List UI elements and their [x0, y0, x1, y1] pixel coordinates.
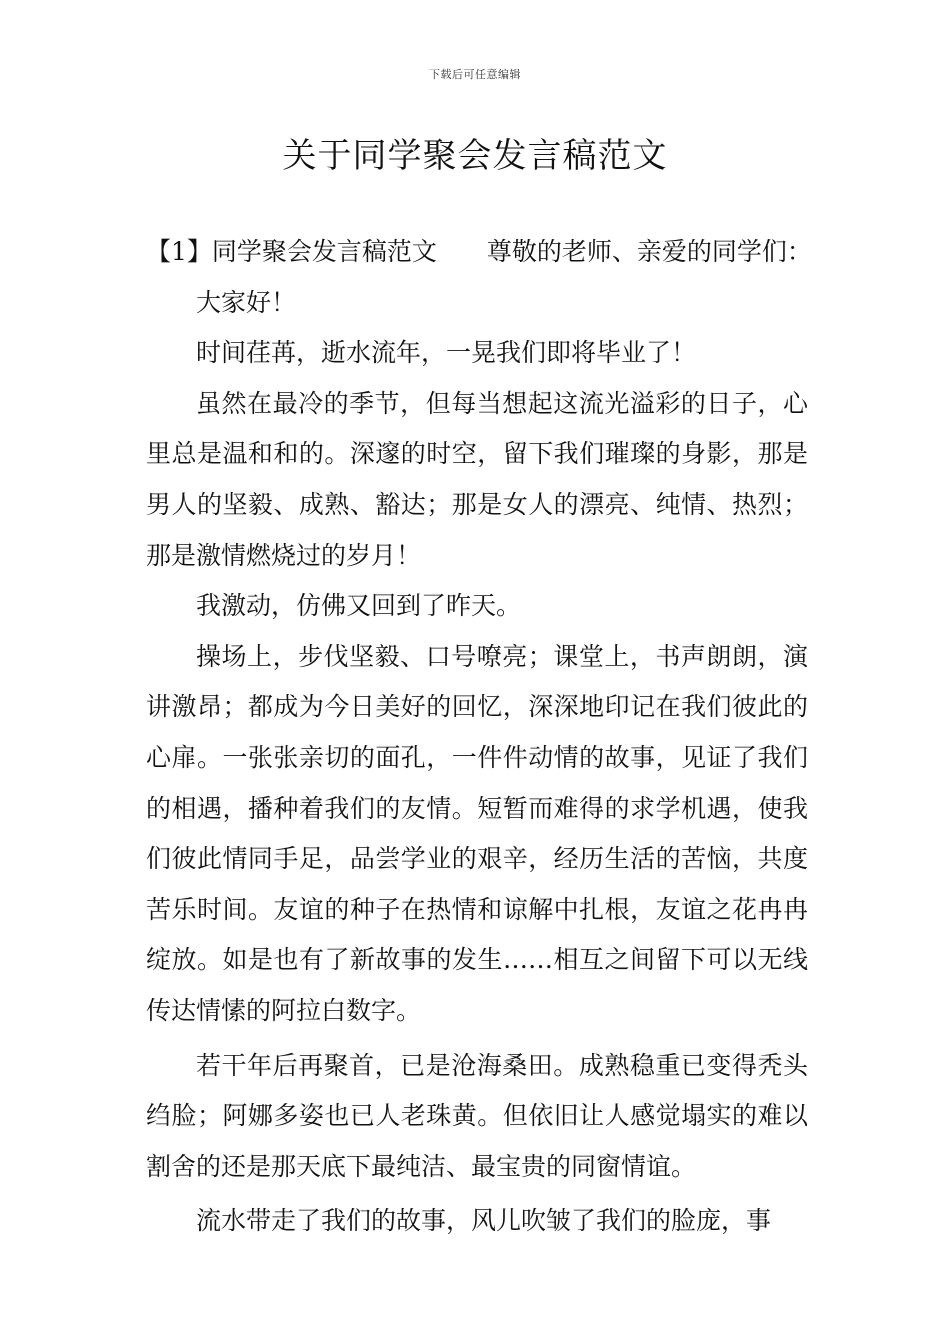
header-note: 下载后可任意编辑 [429, 68, 521, 81]
paragraph: 若干年后再聚首，已是沧海桑田。成熟稳重已变得秃头绉脸；阿娜多姿也已人老珠黄。但依旧让人感觉塌实的难以割舍的还是那天底下最纯洁、最宝贵的同窗情谊。 [146, 1050, 808, 1181]
salutation: 尊敬的老师、亲爱的同学们： [486, 237, 812, 266]
paragraph: 我激动，仿佛又回到了昨天。 [196, 591, 522, 621]
intro-line [146, 227, 812, 278]
document-body [146, 227, 812, 1247]
paragraph: 操场上，步伐坚毅、口号嘹亮；课堂上，书声朗朗，演讲激昂；都成为今日美好的回忆，深深地印记在我们彼此的心扉。一张张亲切的面孔，一件件动情的故事，见证了我们的相遇，播种着我们的友情。短暂而难得的求学机遇，使我们彼此情同手足，品尝学业的艰辛，经历生活的苦恼，共度苦乐时间。友谊的种子在热情和谅解中扎根，友谊之花冉冉绽放。如是也有了新故事的发生……相互之间留下可以无线传达情愫的阿拉白数字。 [146, 641, 808, 1025]
document-title: 关于同学聚会发言稿范文 [282, 136, 668, 176]
paragraph: 虽然在最冷的季节，但每当想起这流光溢彩的日子，心里总是温和和的。深邃的时空，留下我们璀璨的身影，那是男人的坚毅、成熟、豁达；那是女人的漂亮、纯情、热烈；那是激情燃烧过的岁月！ [146, 388, 808, 570]
paragraph: 流水带走了我们的故事，风儿吹皱了我们的脸庞，事 [196, 1206, 772, 1236]
paragraph: 大家好！ [196, 287, 297, 317]
section-label: 【1】同学聚会发言稿范文 [146, 237, 437, 266]
paragraph: 时间荏苒，逝水流年，一晃我们即将毕业了！ [196, 338, 697, 368]
